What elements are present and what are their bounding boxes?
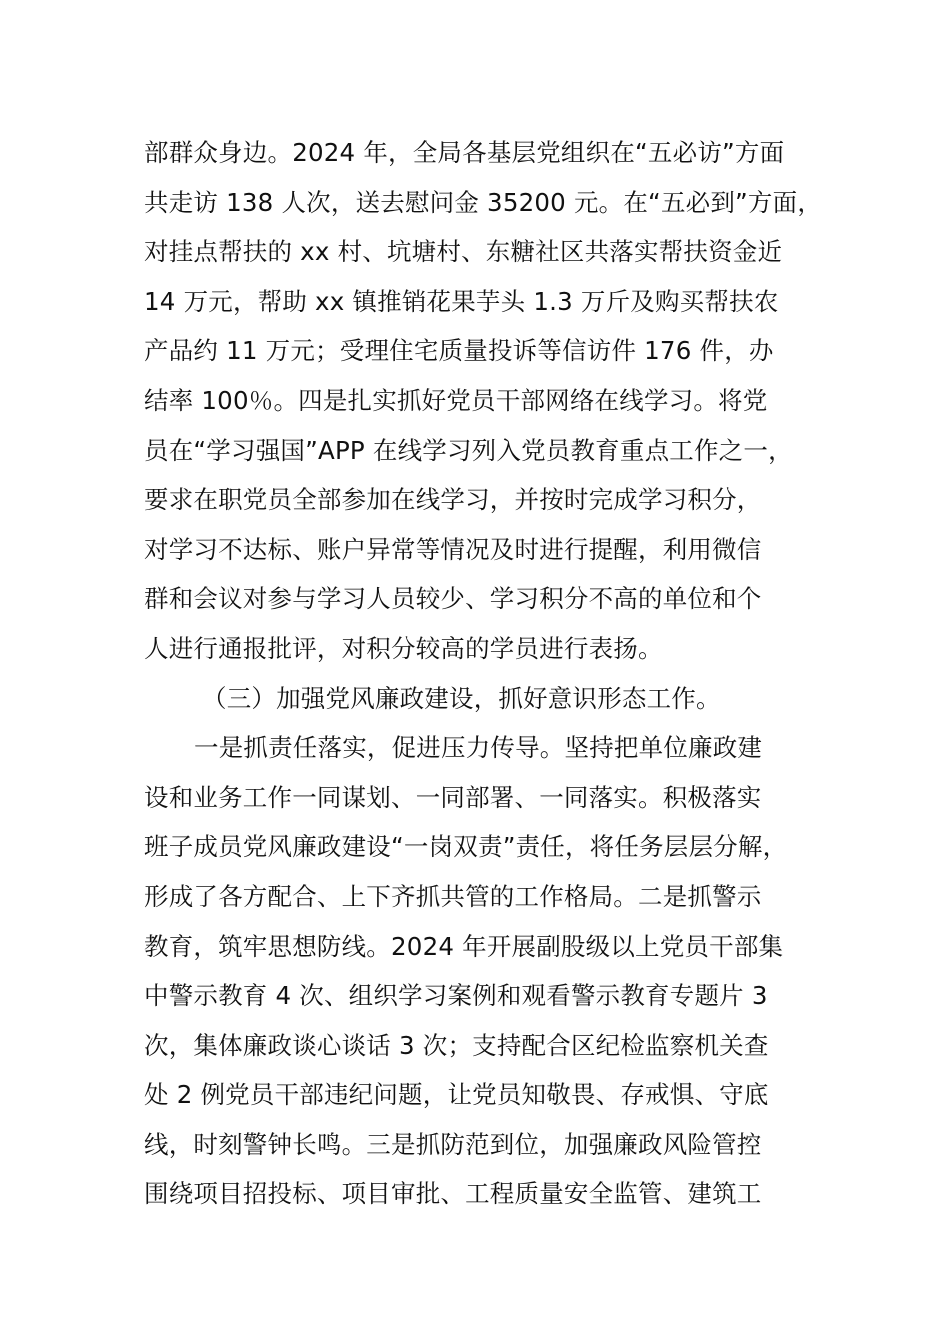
text-line-22: 围绕项目招投标、项目审批、工程质量安全监管、建筑工 [144, 1179, 762, 1209]
text-line-15: 班子成员党风廉政建设“一岗双责”责任，将任务层层分解， [144, 832, 788, 862]
text-line-4: 14 万元，帮助 xx 镇推销花果芋头 1.3 万斤及购买帮扶农 [144, 286, 779, 316]
text-line-8: 要求在职党员全部参加在线学习，并按时完成学习积分， [144, 485, 762, 515]
text-line-19: 次，集体廉政谈心谈话 3 次；支持配合区纪检监察机关查 [144, 1030, 769, 1060]
text-line-1: 部群众身边。2024 年，全局各基层党组织在“五必访”方面 [144, 138, 785, 167]
text-line-18: 中警示教育 4 次、组织学习案例和观看警示教育专题片 3 [144, 981, 768, 1011]
section-heading: （三）加强党风廉政建设，抓好意识形态工作。 [202, 683, 721, 713]
text-line-10: 群和会议对参与学习人员较少、学习积分不高的单位和个 [144, 584, 762, 614]
text-line-2: 共走访 138 人次，送去慰问金 35200 元。在“五必到”方面， [144, 187, 823, 217]
text-line-11: 人进行通报批评，对积分较高的学员进行表扬。 [144, 633, 663, 663]
text-line-14: 设和业务工作一同谋划、一同部署、一同落实。积极落实 [144, 782, 762, 812]
text-line-9: 对学习不达标、账户异常等情况及时进行提醒，利用微信 [144, 534, 762, 564]
text-line-7: 员在“学习强国”APP 在线学习列入党员教育重点工作之一， [144, 435, 793, 465]
text-line-17: 教育，筑牢思想防线。2024 年开展副股级以上党员干部集 [144, 931, 784, 961]
text-line-20: 处 2 例党员干部违纪问题，让党员知敬畏、存戒惧、守底 [144, 1080, 769, 1110]
text-line-6: 结率 100％。四是扎实抓好党员干部网络在线学习。将党 [144, 385, 768, 415]
text-line-5: 产品约 11 万元；受理住宅质量投诉等信访件 176 件，办 [144, 336, 774, 366]
text-line-16: 形成了各方配合、上下齐抓共管的工作格局。二是抓警示 [144, 881, 762, 911]
text-line-3: 对挂点帮扶的 xx 村、坑塘村、东糖社区共落实帮扶资金近 [144, 237, 783, 267]
paragraph-start-line: 一是抓责任落实，促进压力传导。坚持把单位廉政建 [194, 733, 763, 763]
body-text [144, 128, 844, 1219]
text-line-21: 线，时刻警钟长鸣。三是抓防范到位，加强廉政风险管控 [144, 1129, 762, 1159]
